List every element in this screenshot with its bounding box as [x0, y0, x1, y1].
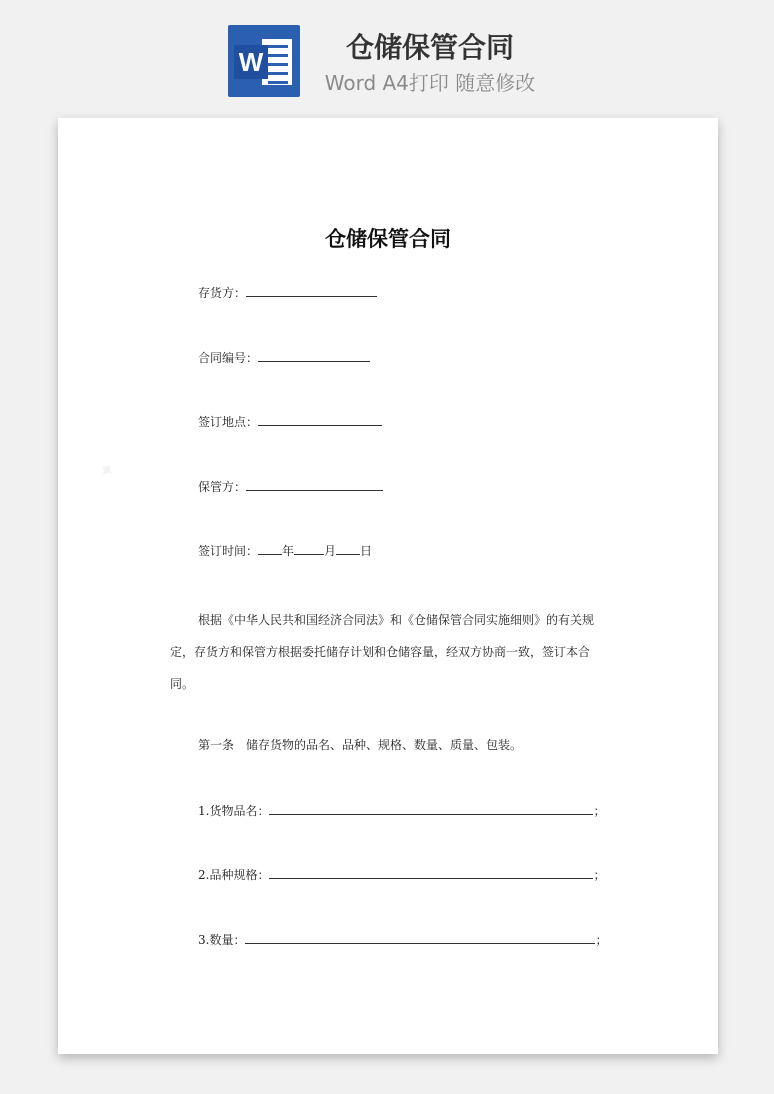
- month-blank[interactable]: [294, 542, 324, 555]
- intro-paragraph: 根据《中华人民共和国经济合同法》和《仓储保管合同实施细则》的有关规定，存货方和保管方根据委托储存计划和仓储容量，经双方协商一致，签订本合同。: [170, 613, 595, 691]
- item-label: 2.品种规格：: [198, 868, 270, 882]
- year-label: 年: [282, 544, 295, 558]
- fill-blank[interactable]: [245, 931, 595, 944]
- article-1: 第一条 储存货物的品名、品种、规格、数量、质量、包装。: [198, 738, 523, 752]
- field-custodian: [198, 478, 383, 495]
- field-label: 存货方：: [198, 286, 247, 300]
- banner: [0, 0, 774, 118]
- fill-blank[interactable]: [258, 349, 370, 362]
- field-signing-place: [198, 413, 382, 430]
- item-end: ；: [595, 933, 608, 947]
- month-label: 月: [324, 544, 337, 558]
- fill-blank[interactable]: [258, 413, 382, 426]
- field-contract-number: [198, 349, 370, 366]
- document-page: [58, 118, 718, 1054]
- banner-title: 仓储保管合同: [345, 31, 514, 64]
- item-quantity: [198, 931, 607, 948]
- field-depositor: [198, 284, 377, 301]
- field-label: 签订时间：: [198, 544, 259, 558]
- banner-subtitle: Word A4打印 随意修改: [324, 71, 536, 95]
- document-title: 仓储保管合同: [325, 227, 451, 251]
- fill-blank[interactable]: [269, 866, 593, 879]
- item-variety-spec: [198, 866, 605, 883]
- item-end: ；: [593, 868, 606, 882]
- field-signing-date: [198, 542, 372, 559]
- fill-blank[interactable]: [246, 284, 377, 297]
- year-blank[interactable]: [258, 542, 282, 555]
- fill-blank[interactable]: [269, 802, 593, 815]
- field-label: 合同编号：: [198, 351, 259, 365]
- item-label: 1.货物品名：: [198, 804, 270, 818]
- day-blank[interactable]: [336, 542, 360, 555]
- field-label: 保管方：: [198, 480, 247, 494]
- fill-blank[interactable]: [246, 478, 383, 491]
- watermark: ✦: [92, 455, 121, 485]
- logo-letter: W: [234, 45, 268, 79]
- item-goods-name: [198, 802, 605, 819]
- word-logo-icon: [228, 25, 300, 97]
- item-label: 3.数量：: [198, 933, 246, 947]
- field-label: 签订地点：: [198, 415, 259, 429]
- item-end: ；: [593, 804, 606, 818]
- day-label: 日: [360, 544, 373, 558]
